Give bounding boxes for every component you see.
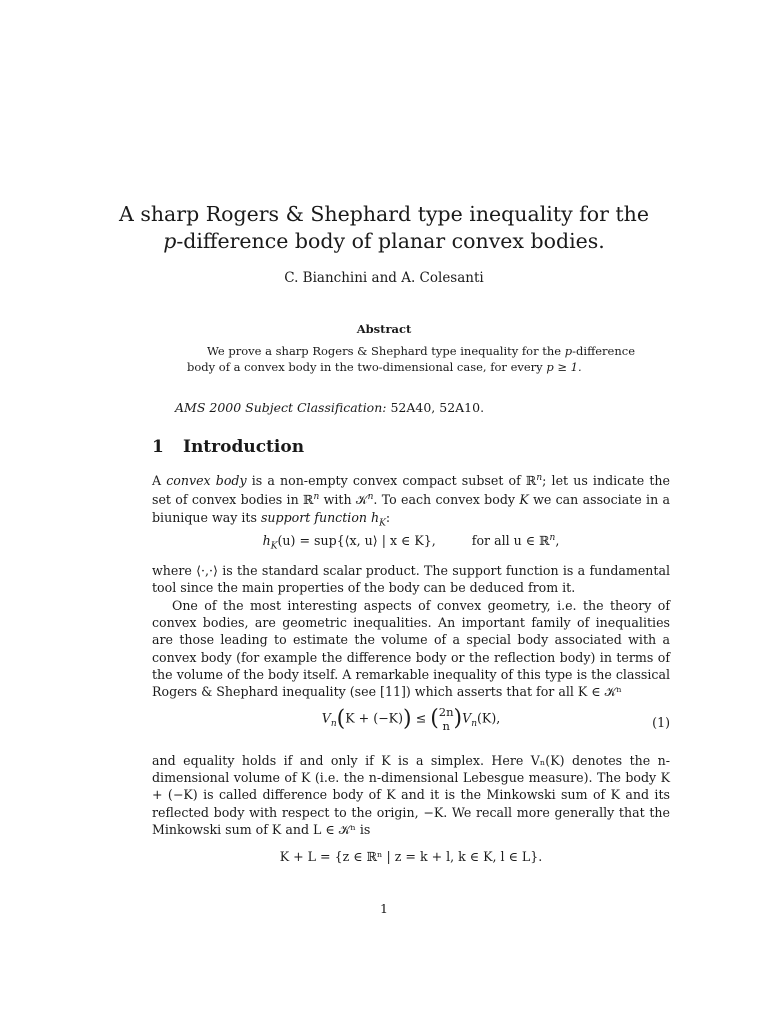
equation-number: (1) (652, 715, 670, 730)
abstract-text: We prove a sharp Rogers & Shephard type inequality for the p-difference body of a convex body in the two-dimensional case, for every p ≥ 1. (187, 344, 635, 374)
paper-title-line-2: p-difference body of planar convex bodies. (163, 229, 605, 253)
section-heading: 1 Introduction (152, 437, 305, 457)
abstract-heading: Abstract (356, 322, 412, 336)
equation-minkowski-sum: K + L = {z ∈ ℝⁿ | z = k + l, k ∈ K, l ∈ L}. (279, 849, 543, 864)
intro-paragraph-4: and equality holds if and only if K is a simplex. Here Vₙ(K) denotes the n-dimensional volume of K (i.e. the n-dimensional Lebesgue measure). The body K + (−K) is called difference body of K and it is the Minkowski sum of K and its reflected body with respect to the origin, −K. We recall more generally that the Minkowski sum of K and L ∈ 𝒦ⁿ is (152, 753, 670, 837)
equation-rogers-shephard: $V_n(K + (-K)) \le (2n$ n )$V_n(K)$, (321, 705, 501, 733)
intro-paragraph-1: A convex body is a non-empty convex compact subset of ℝ$^n$; let us indicate the set of convex bodies in ℝ$^n$ with 𝒦$^n$. To each convex body K we can associate in a biunique way its support function $h_K$: (152, 473, 670, 529)
authors: C. Bianchini and A. Colesanti (284, 270, 484, 286)
paper-title-line-1: A sharp Rogers & Shephard type inequality for the (119, 202, 649, 226)
equation-support-function: $h_K(u)$ = sup{⟨x, u⟩ | x ∈ K}, for all u ∈ ℝ$^n$, (262, 533, 560, 552)
ams-classification: AMS 2000 Subject Classification: 52A40, 52A10. (175, 400, 485, 415)
intro-paragraph-3: One of the most interesting aspects of convex geometry, i.e. the theory of convex bodies, are geometric inequalities. An important family of inequalities are those leading to estimate the volume of a special body associated with a convex body (for example the difference body or the reflection body) in terms of the volume of the body itself. A remarkable inequality of this type is the classical Rogers & Shephard inequality (see [11]) which asserts that for all K ∈ 𝒦ⁿ (152, 598, 670, 700)
page-number: 1 (380, 901, 388, 916)
intro-paragraph-2: where ⟨·,·⟩ is the standard scalar product. The support function is a fundamental tool since the main properties of the body can be deduced from it. (152, 563, 670, 596)
